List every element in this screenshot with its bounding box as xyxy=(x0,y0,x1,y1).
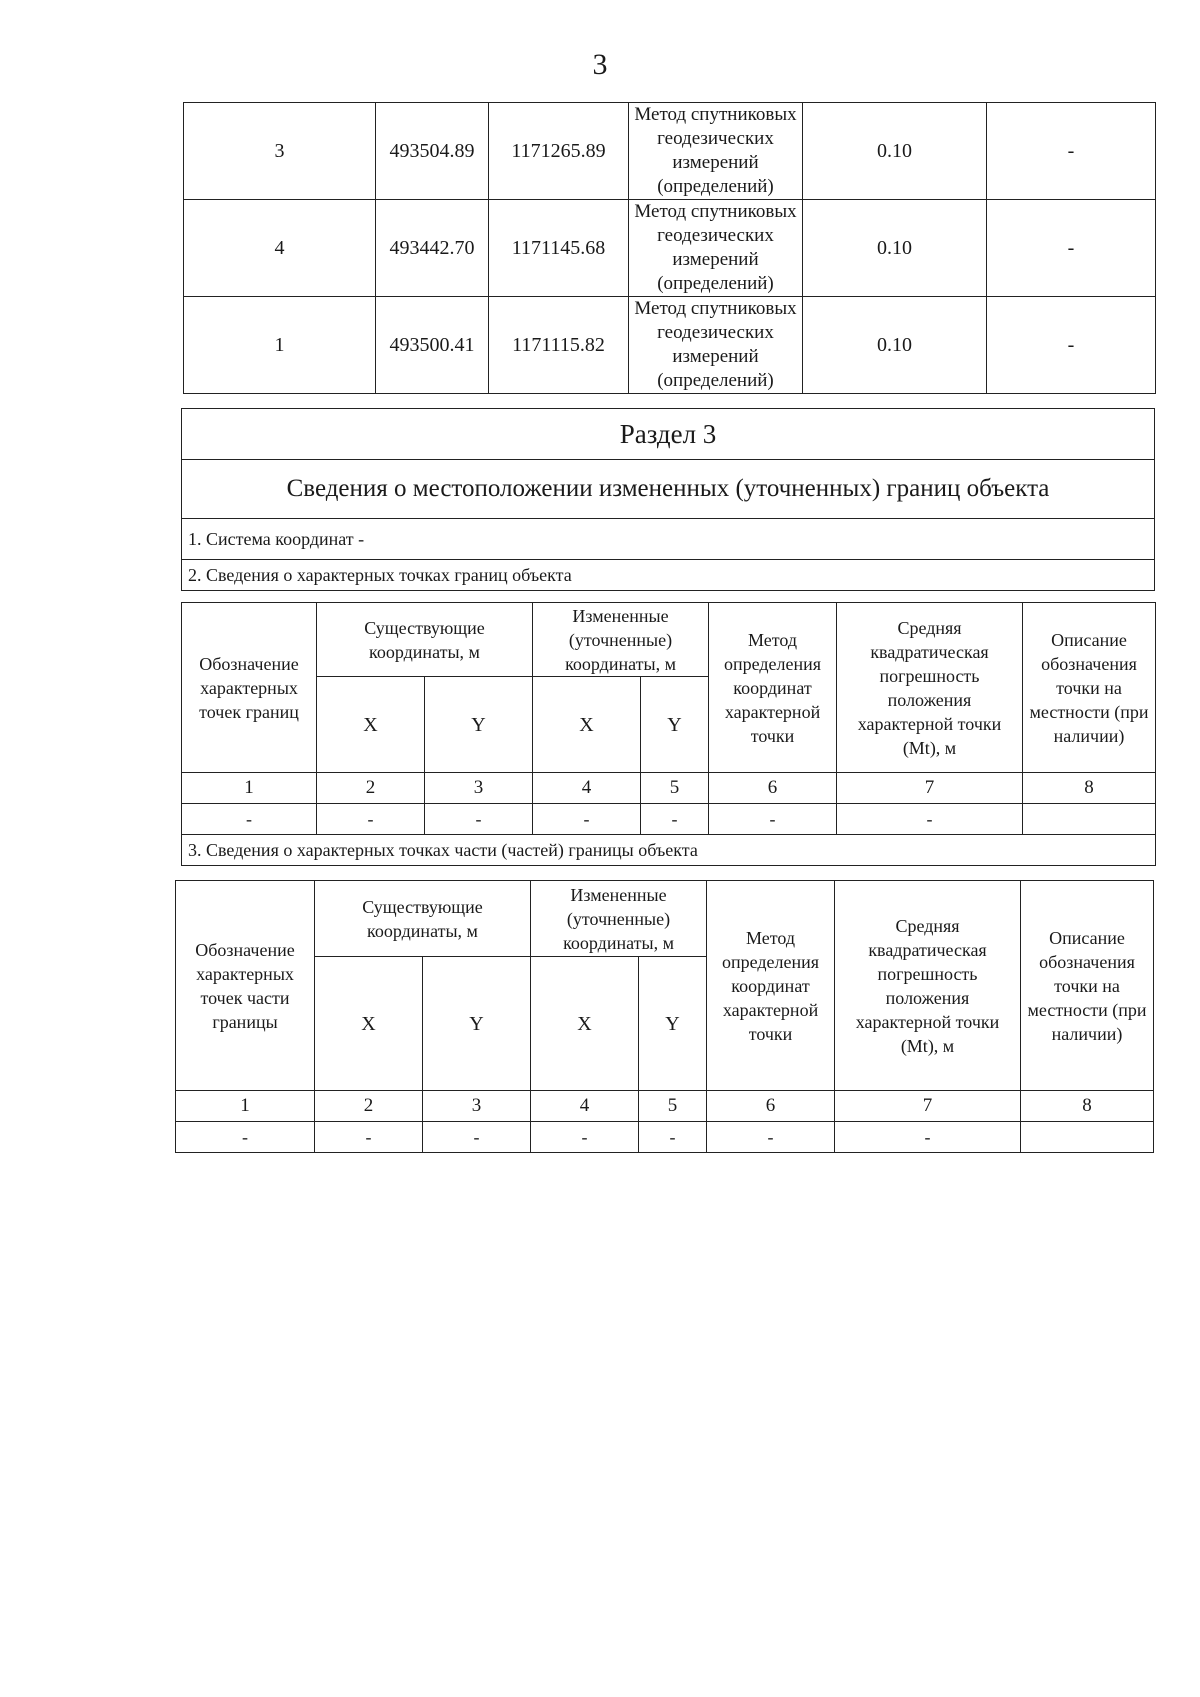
table-row xyxy=(182,804,1156,835)
empty-cell: - xyxy=(176,1122,315,1153)
empty-cell xyxy=(1021,1122,1154,1153)
section-block xyxy=(181,408,1155,591)
point-description: - xyxy=(987,103,1156,200)
point-accuracy: 0.10 xyxy=(803,297,987,394)
empty-cell: - xyxy=(317,804,425,835)
empty-cell: - xyxy=(641,804,709,835)
col-number: 7 xyxy=(835,1091,1021,1122)
col-changed: Измененные (уточненные) координаты, м xyxy=(533,603,709,677)
col-x: X xyxy=(315,957,423,1091)
col-method: Метод определения координат характерной точки xyxy=(709,603,837,773)
col-number: 4 xyxy=(533,773,641,804)
table-row xyxy=(176,1122,1154,1153)
empty-cell: - xyxy=(315,1122,423,1153)
empty-cell: - xyxy=(531,1122,639,1153)
col-existing: Существующие координаты, м xyxy=(315,881,531,957)
point-method: Метод спутниковых геодезических измерений (определений) xyxy=(629,200,803,297)
col-number: 5 xyxy=(641,773,709,804)
col-y: Y xyxy=(641,677,709,773)
col-existing: Существующие координаты, м xyxy=(317,603,533,677)
col-accuracy: Средняя квадратическая погрешность положения характерной точки (Mt), м xyxy=(835,881,1021,1091)
table-row xyxy=(182,773,1156,804)
col-designation: Обозначение характерных точек части границы xyxy=(176,881,315,1091)
col-number: 5 xyxy=(639,1091,707,1122)
col-changed: Измененные (уточненные) координаты, м xyxy=(531,881,707,957)
point-description: - xyxy=(987,200,1156,297)
part-boundary-points-table xyxy=(175,880,1154,1153)
col-number: 7 xyxy=(837,773,1023,804)
col-x: X xyxy=(533,677,641,773)
table-row xyxy=(184,103,1156,200)
col-method: Метод определения координат характерной точки xyxy=(707,881,835,1091)
empty-cell xyxy=(1023,804,1156,835)
coordinate-system: 1. Система координат - xyxy=(182,519,1155,560)
col-number: 2 xyxy=(315,1091,423,1122)
col-x: X xyxy=(317,677,425,773)
col-number: 1 xyxy=(182,773,317,804)
empty-cell: - xyxy=(709,804,837,835)
col-number: 6 xyxy=(707,1091,835,1122)
table2-heading: 2. Сведения о характерных точках границ объекта xyxy=(182,560,1155,591)
empty-cell: - xyxy=(425,804,533,835)
col-number: 1 xyxy=(176,1091,315,1122)
col-y: Y xyxy=(639,957,707,1091)
table-row xyxy=(184,297,1156,394)
boundary-points-table xyxy=(181,602,1156,866)
col-y: Y xyxy=(425,677,533,773)
point-y: 1171145.68 xyxy=(489,200,629,297)
empty-cell: - xyxy=(639,1122,707,1153)
empty-cell: - xyxy=(835,1122,1021,1153)
empty-cell: - xyxy=(707,1122,835,1153)
point-x: 493442.70 xyxy=(376,200,489,297)
empty-cell: - xyxy=(533,804,641,835)
section-title: Раздел 3 xyxy=(182,409,1155,460)
empty-cell: - xyxy=(423,1122,531,1153)
col-designation: Обозначение характерных точек границ xyxy=(182,603,317,773)
col-number: 8 xyxy=(1023,773,1156,804)
table-row xyxy=(184,200,1156,297)
col-description: Описание обозначения точки на местности (при наличии) xyxy=(1023,603,1156,773)
col-number: 8 xyxy=(1021,1091,1154,1122)
point-x: 493504.89 xyxy=(376,103,489,200)
col-accuracy: Средняя квадратическая погрешность положения характерной точки (Mt), м xyxy=(837,603,1023,773)
col-description: Описание обозначения точки на местности (при наличии) xyxy=(1021,881,1154,1091)
points-table xyxy=(183,102,1156,394)
page-number: 3 xyxy=(592,48,608,81)
table3-heading: 3. Сведения о характерных точках части (частей) границы объекта xyxy=(182,835,1156,866)
point-y: 1171265.89 xyxy=(489,103,629,200)
col-number: 4 xyxy=(531,1091,639,1122)
point-description: - xyxy=(987,297,1156,394)
col-number: 6 xyxy=(709,773,837,804)
point-y: 1171115.82 xyxy=(489,297,629,394)
col-number: 3 xyxy=(425,773,533,804)
point-accuracy: 0.10 xyxy=(803,103,987,200)
empty-cell: - xyxy=(182,804,317,835)
point-method: Метод спутниковых геодезических измерений (определений) xyxy=(629,103,803,200)
section-subtitle: Сведения о местоположении измененных (уточненных) границ объекта xyxy=(182,460,1155,519)
empty-cell: - xyxy=(837,804,1023,835)
point-x: 493500.41 xyxy=(376,297,489,394)
point-number: 1 xyxy=(184,297,376,394)
col-number: 3 xyxy=(423,1091,531,1122)
point-accuracy: 0.10 xyxy=(803,200,987,297)
col-x: X xyxy=(531,957,639,1091)
table-row xyxy=(176,1091,1154,1122)
col-y: Y xyxy=(423,957,531,1091)
point-method: Метод спутниковых геодезических измерений (определений) xyxy=(629,297,803,394)
point-number: 3 xyxy=(184,103,376,200)
col-number: 2 xyxy=(317,773,425,804)
point-number: 4 xyxy=(184,200,376,297)
